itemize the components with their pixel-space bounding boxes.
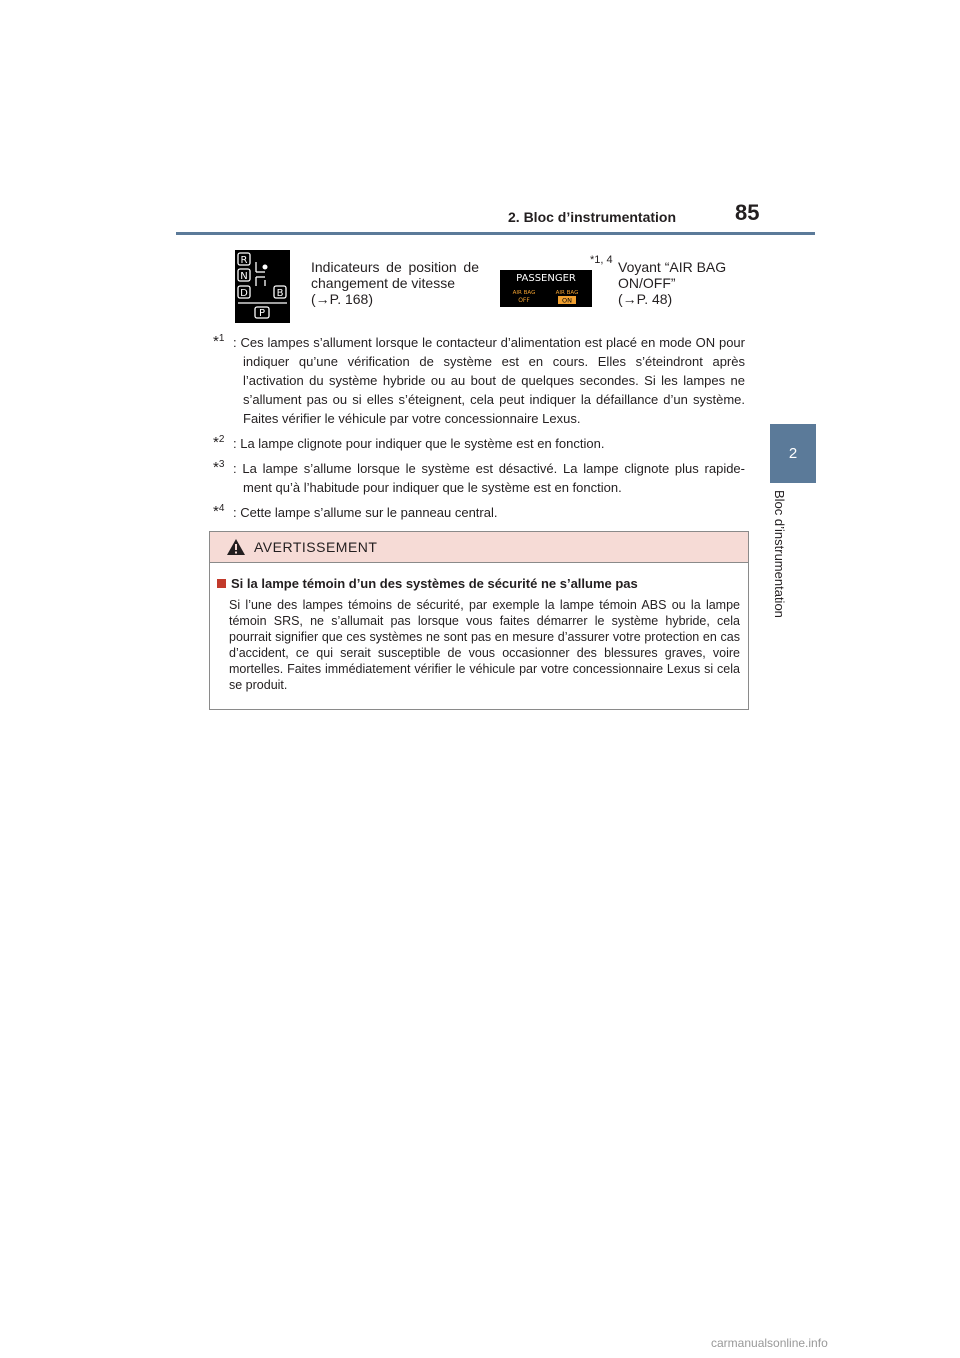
airbag-icon-on-top: AIR BAG [555, 290, 579, 296]
shift-indicator-description [311, 259, 479, 307]
shift-letter-r: R [240, 255, 248, 266]
warning-body: Si l’une des lampes témoins de sécurité, par exemple la lampe témoin ABS ou la lampe témoin SRS, ne s’allumait pas lorsque vous faites démarrer le système hybride, cela pourrait signifier que ces systèmes ne sont pas en mesure d’assurer votre protection en cas d’accident, ce qui serait susceptible de vous occasionner des blessures graves, voire mortelles. Faites immédiatement vérifier le véhicule par votre concessionnaire Lexus si cela se produit. [229, 598, 740, 692]
footnote-3 [213, 459, 745, 497]
page-number: 85 [735, 200, 760, 225]
section-title: 2. Bloc d’instrumentation [508, 209, 677, 225]
bullet-square-icon [217, 579, 226, 588]
shift-letter-b: B [276, 288, 284, 299]
airbag-icon-title: PASSENGER [516, 273, 576, 284]
footnote-text: : Ces lampes s’allument lorsque le contacteur d’alimentation est placé en mode ON pour indiquer qu’une vérification de système est en cours. Elles s’éteindront après l’activation du système hybride ou au bout de quelques secondes. Si les lampes ne s’allument pas ou si elles s’éteignent, cela peut indiquer la défaillance d’un système. Faites vérifier le véhicule par votre concessionnaire Lexus. [233, 335, 745, 426]
passenger-airbag-indicator-icon [500, 270, 592, 307]
chapter-tab [770, 424, 816, 483]
airbag-indicator-description [618, 259, 758, 307]
footnote-marker: *$^1$ [213, 333, 225, 350]
airbag-desc-ref: (→P. 48) [618, 291, 673, 307]
airbag-footnote-ref: *1, 4 [590, 254, 613, 266]
footnote-marker: *$^4$ [213, 503, 225, 520]
warning-subtitle: Si la lampe témoin d’un des systèmes de sécurité ne s’allume pas [217, 576, 638, 591]
warning-box [209, 531, 749, 710]
warning-triangle-icon [226, 538, 246, 556]
shift-letter-p: P [258, 308, 266, 319]
shift-desc-line1: Indicateurs de position de [311, 259, 479, 275]
shift-desc-ref: (→P. 168) [311, 291, 373, 307]
airbag-icon-off-bottom: OFF [518, 297, 530, 304]
footnote-1 [213, 333, 745, 428]
watermark: carmanualsonline.info [711, 1336, 828, 1350]
airbag-icon-on-bottom: ON [562, 296, 572, 305]
airbag-desc-line2: ON/OFF” [618, 275, 676, 291]
footnote-marker: *$^2$ [213, 434, 225, 451]
chapter-label-text: Bloc d’instrumentation [772, 490, 787, 618]
chapter-number: 2 [788, 445, 798, 462]
shift-letter-d: D [240, 288, 248, 299]
shift-letter-n: N [240, 271, 248, 282]
footnote-text: : Cette lampe s’allume sur le panneau central. [233, 505, 498, 520]
airbag-desc-line1: Voyant “AIR BAG [618, 259, 727, 275]
airbag-icon-off-top: AIR BAG [512, 290, 536, 296]
chapter-label [772, 490, 794, 635]
footnote-text: : La lampe clignote pour indiquer que le système est en fonction. [233, 436, 605, 451]
shift-desc-line2: changement de vitesse [311, 275, 455, 291]
footnote-marker: *$^3$ [213, 459, 225, 476]
warning-title: AVERTISSEMENT [254, 539, 378, 555]
header-rule [176, 232, 815, 235]
footnote-2 [213, 434, 745, 453]
footnote-4 [213, 503, 745, 522]
shift-position-indicator-icon [235, 250, 290, 323]
warning-header [210, 532, 748, 563]
footnote-text: : La lampe s’allume lorsque le système est désactivé. La lampe clignote plus rapide-ment qu’à l’habitude pour indiquer que le système est en fonction. [233, 461, 745, 495]
